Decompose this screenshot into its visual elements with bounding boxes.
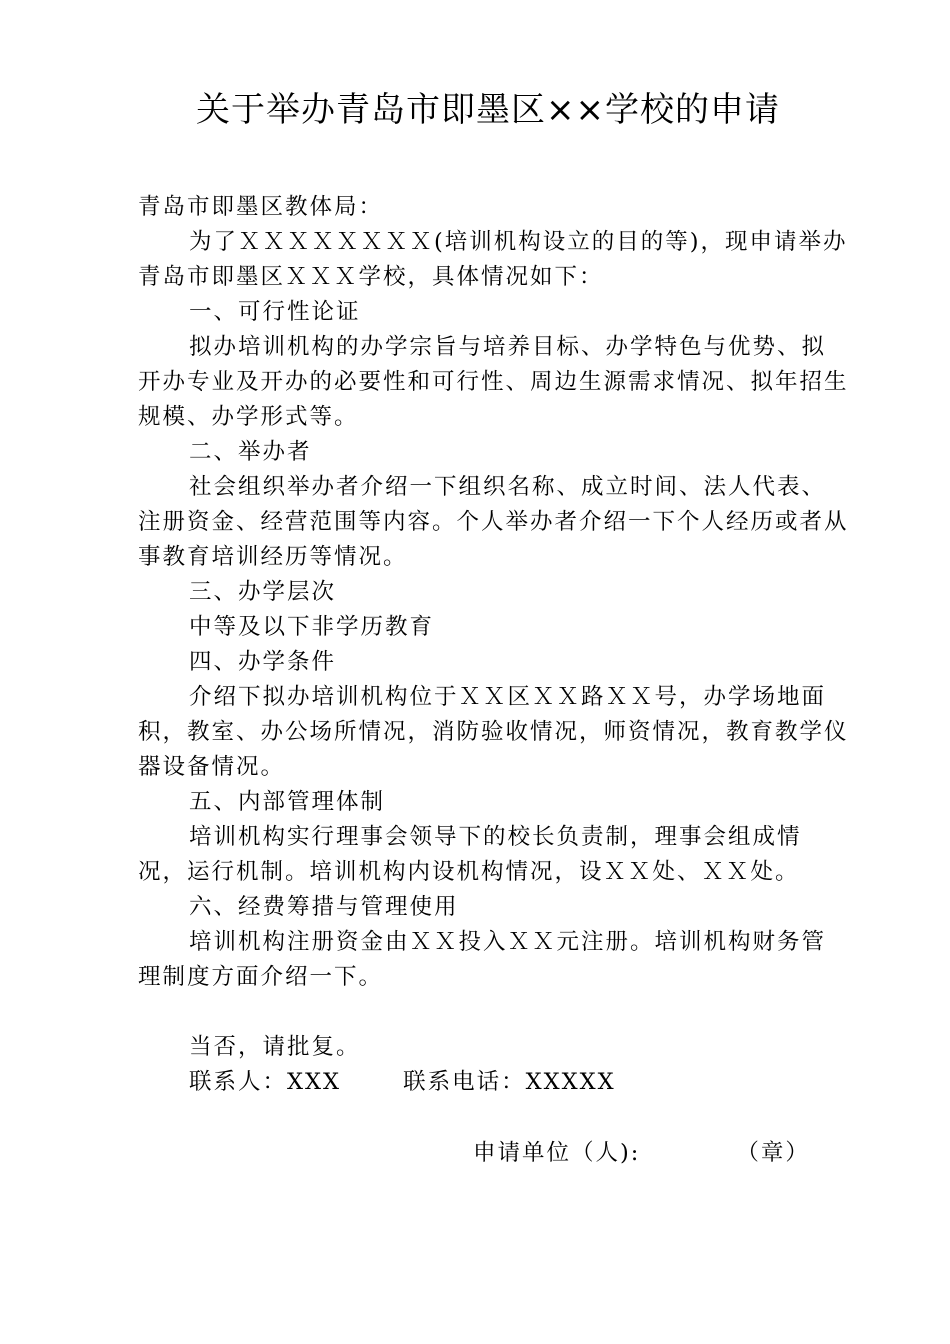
closing-request: 当否，请批复。 xyxy=(189,1034,361,1060)
section-text-feasibility: 拟办培训机构的办学宗旨与培养目标、办学特色与优势、拟开办专业及开办的必要性和可行性、周边生源需求情况、拟年招生规模、办学形式等。 xyxy=(138,334,849,430)
section-heading-funding: 六、经费筹措与管理使用 xyxy=(189,894,459,920)
seal-label: （章） xyxy=(736,1140,810,1166)
contact-line xyxy=(138,1065,850,1100)
document-title: 关于举办青岛市即墨区××学校的申请 xyxy=(196,90,780,130)
section-heading-level: 三、办学层次 xyxy=(189,579,337,605)
contact-phone-value: XXXXX xyxy=(525,1069,616,1095)
addressee: 青岛市即墨区教体局： xyxy=(138,194,384,220)
section-text-management: 培训机构实行理事会领导下的校长负责制，理事会组成情况，运行机制。培训机构内设机构情况，设ＸＸ处、ＸＸ处。 xyxy=(138,824,802,885)
blank-line xyxy=(138,995,850,1030)
contact-person-value: XXX xyxy=(287,1069,342,1095)
section-heading-conditions: 四、办学条件 xyxy=(189,649,337,675)
applicant-label: 申请单位（人): xyxy=(473,1140,641,1166)
section-text-sponsor: 社会组织举办者介绍一下组织名称、成立时间、法人代表、注册资金、经营范围等内容。个人举办者介绍一下个人经历或者从事教育培训经历等情况。 xyxy=(138,474,849,570)
section-heading-management: 五、内部管理体制 xyxy=(189,789,386,815)
contact-person-label: 联系人： xyxy=(189,1069,288,1095)
section-heading-feasibility: 一、可行性论证 xyxy=(189,299,361,325)
signature-line xyxy=(473,1136,810,1171)
section-text-funding: 培训机构注册资金由ＸＸ投入ＸＸ元注册。培训机构财务管理制度方面介绍一下。 xyxy=(138,929,827,990)
intro-paragraph: 为了ＸＸＸＸＸＸＸＸ(培训机构设立的目的等)，现申请举办青岛市即墨区ＸＸＸ学校，具体情况如下： xyxy=(138,229,848,290)
section-text-conditions: 介绍下拟办培训机构位于ＸＸ区ＸＸ路ＸＸ号，办学场地面积，教室、办公场所情况，消防验收情况，师资情况，教育教学仪器设备情况。 xyxy=(138,684,849,780)
section-text-level: 中等及以下非学历教育 xyxy=(189,614,435,640)
document-body xyxy=(138,190,850,1100)
contact-phone-label: 联系电话： xyxy=(403,1069,526,1095)
section-heading-sponsor: 二、举办者 xyxy=(189,439,312,465)
